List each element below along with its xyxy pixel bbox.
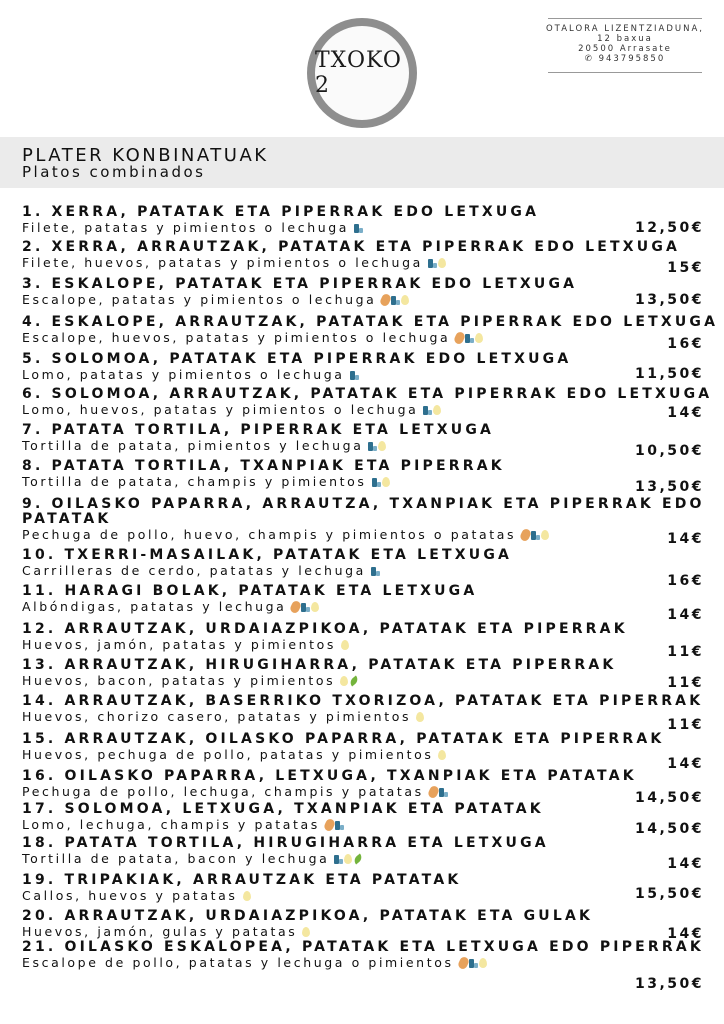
dish-description-text: Callos, huevos y patatas — [22, 888, 238, 903]
dish-price: 14€ — [667, 531, 704, 547]
bottle-icon — [371, 565, 380, 576]
egg-icon — [243, 891, 251, 901]
menu-item — [22, 548, 712, 578]
egg-icon — [438, 258, 446, 268]
dish-description — [22, 402, 712, 417]
dish-description — [22, 888, 712, 903]
dish-description — [22, 563, 712, 578]
dish-price: 13,50€ — [634, 479, 704, 495]
phone-icon: ✆ — [584, 54, 599, 64]
dish-description-text: Tortilla de patata, champis y pimientos — [22, 474, 367, 489]
allergen-icons — [302, 927, 310, 937]
allergen-icons — [340, 676, 359, 686]
allergen-icons — [368, 440, 386, 451]
dish-name: 8. PATATA TORTILA, TXANPIAK ETA PIPERRAK — [22, 458, 505, 474]
bottle-icon — [350, 369, 359, 380]
dish-description-text: Lomo, huevos, patatas y pimientos o lechuga — [22, 402, 419, 417]
egg-icon — [401, 295, 409, 305]
dish-description-text: Huevos, bacon, patatas y pimientos — [22, 673, 336, 688]
egg-icon — [378, 441, 386, 451]
bottle-icon — [354, 222, 363, 233]
allergen-icons — [350, 369, 359, 380]
menu-item — [22, 459, 712, 489]
section-header — [0, 137, 724, 188]
menu-item — [22, 909, 712, 939]
dish-description — [22, 955, 712, 970]
dish-price: 13,50€ — [634, 292, 704, 308]
menu-item — [22, 836, 712, 866]
dish-name: 10. TXERRI-MASAILAK, PATATAK ETA LETXUGA — [22, 547, 513, 563]
dish-description — [22, 474, 712, 489]
dish-description-text: Huevos, pechuga de pollo, patatas y pimientos — [22, 747, 434, 762]
dish-description — [22, 924, 712, 939]
address-line-2: 12 baxua — [597, 34, 653, 44]
dish-description — [22, 367, 712, 382]
allergen-icons — [325, 819, 344, 831]
dish-name: 3. ESKALOPE, PATATAK ETA PIPERRAK EDO LETXUGA — [22, 276, 578, 292]
bottle-icon — [465, 332, 474, 343]
bottle-icon — [391, 294, 400, 305]
dish-description-text: Huevos, chorizo casero, patatas y pimientos — [22, 709, 412, 724]
allergen-icons — [354, 222, 363, 233]
menu-item — [22, 205, 712, 235]
dish-name: 9. OILASKO PAPARRA, ARRAUTZA, TXANPIAK ETA PIPERRAK EDO PATATAK — [22, 496, 705, 527]
dish-name: 14. ARRAUTZAK, BASERRIKO TXORIZOA, PATATAK ETA PIPERRAK — [22, 693, 704, 709]
allergen-icons — [334, 853, 363, 864]
allergen-icons — [521, 529, 549, 541]
dish-price: 14,50€ — [634, 790, 704, 806]
allergen-icons — [428, 257, 446, 268]
dish-description — [22, 747, 712, 762]
egg-icon — [311, 602, 319, 612]
address-line-1: OTALORA LIZENTZIADUNA, — [545, 24, 704, 34]
section-title: PLATER KONBINATUAK — [22, 145, 269, 166]
menu-item — [22, 314, 719, 345]
dish-description — [22, 330, 712, 345]
allergen-icons — [341, 640, 349, 650]
egg-icon — [302, 927, 310, 937]
dish-description — [22, 673, 712, 688]
contact-block — [544, 18, 706, 78]
dish-price: 14,50€ — [634, 821, 704, 837]
menu-item — [22, 277, 712, 307]
dish-name: 5. SOLOMOA, PATATAK ETA PIPERRAK EDO LETXUGA — [22, 351, 572, 367]
allergen-icons — [243, 891, 251, 901]
dish-price: 16€ — [667, 573, 704, 589]
dish-price: 13,50€ — [634, 976, 704, 992]
dish-price: 14€ — [667, 405, 704, 421]
dish-description — [22, 292, 712, 307]
leaf-icon — [348, 675, 360, 686]
bottle-icon — [531, 529, 540, 540]
egg-icon — [438, 750, 446, 760]
dish-description — [22, 599, 712, 614]
menu-item — [22, 802, 712, 832]
dish-description-text: Pechuga de pollo, lechuga, champis y patatas — [22, 784, 424, 799]
menu-item — [22, 497, 712, 542]
menu-item — [22, 352, 712, 382]
allergen-icons — [381, 294, 409, 306]
section-subtitle: Platos combinados — [22, 163, 206, 181]
egg-icon — [382, 477, 390, 487]
dish-description — [22, 784, 712, 799]
allergen-icons — [455, 332, 483, 344]
allergen-icons — [423, 404, 441, 415]
address-line-3: 20500 Arrasate — [578, 44, 672, 54]
menu-item — [22, 940, 712, 970]
bottle-icon — [334, 853, 343, 864]
dish-price: 11€ — [667, 644, 704, 660]
dish-name: 21. OILASKO ESKALOPEA, PATATAK ETA LETXUGA EDO PIPERRAK — [22, 939, 704, 955]
egg-icon — [541, 530, 549, 540]
egg-icon — [479, 958, 487, 968]
dish-name: 18. PATATA TORTILA, HIRUGIHARRA ETA LETXUGA — [22, 835, 549, 851]
dish-description-text: Filete, huevos, patatas y pimientos o lechuga — [22, 255, 423, 270]
dish-description-text: Lomo, lechuga, champis y patatas — [22, 817, 320, 832]
dish-price: 15€ — [667, 260, 704, 276]
menu-item — [22, 584, 712, 614]
dish-price: 11€ — [667, 675, 704, 691]
dish-description-text: Huevos, jamón, patatas y pimientos — [22, 637, 337, 652]
menu-item — [22, 873, 712, 903]
allergen-icons — [429, 786, 448, 798]
allergen-icons — [459, 957, 487, 969]
bottle-icon — [428, 257, 437, 268]
dish-price: 14€ — [667, 856, 704, 872]
leaf-icon — [353, 853, 365, 864]
dish-description-text: Filete, patatas y pimientos o lechuga — [22, 220, 350, 235]
dish-name: 1. XERRA, PATATAK ETA PIPERRAK EDO LETXUGA — [22, 204, 540, 220]
dish-description — [22, 527, 712, 542]
dish-description-text: Huevos, jamón, gulas y patatas — [22, 924, 298, 939]
dish-name: 16. OILASKO PAPARRA, LETXUGA, TXANPIAK ETA PATATAK — [22, 768, 637, 784]
dish-price: 14€ — [667, 926, 704, 942]
dish-price: 12,50€ — [634, 220, 704, 236]
dish-description — [22, 851, 712, 866]
dish-name: 17. SOLOMOA, LETXUGA, TXANPIAK ETA PATATAK — [22, 801, 544, 817]
bottle-icon — [439, 786, 448, 797]
dish-price: 14€ — [667, 756, 704, 772]
egg-icon — [341, 640, 349, 650]
egg-icon — [416, 712, 424, 722]
dish-name: 6. SOLOMOA, ARRAUTZAK, PATATAK ETA PIPERRAK EDO LETXUGA — [22, 386, 713, 402]
menu-item — [22, 658, 712, 688]
menu-item — [22, 622, 712, 652]
dish-description-text: Lomo, patatas y pimientos o lechuga — [22, 367, 345, 382]
dish-description-text: Pechuga de pollo, huevo, champis y pimientos o patatas — [22, 527, 517, 542]
menu-item — [22, 240, 712, 270]
allergen-icons — [371, 565, 380, 576]
bottle-icon — [368, 440, 377, 451]
dish-description-text: Carrilleras de cerdo, patatas y lechuga — [22, 563, 366, 578]
dish-name: 12. ARRAUTZAK, URDAIAZPIKOA, PATATAK ETA PIPERRAK — [22, 621, 628, 637]
divider — [548, 72, 702, 73]
dish-price: 10,50€ — [634, 443, 704, 459]
dish-description-text: Escalope de pollo, patatas y lechuga o pimientos — [22, 955, 454, 970]
dish-description — [22, 817, 712, 832]
dish-price: 11,50€ — [634, 366, 704, 382]
allergen-icons — [438, 750, 446, 760]
divider — [548, 18, 702, 19]
menu-item — [22, 769, 712, 799]
dish-price: 15,50€ — [634, 886, 704, 902]
bottle-icon — [301, 601, 310, 612]
dish-name: 4. ESKALOPE, ARRAUTZAK, PATATAK ETA PIPERRAK EDO LETXUGA — [22, 314, 719, 330]
phone-number: 943795850 — [598, 54, 666, 64]
dish-description — [22, 255, 712, 270]
dish-name: 13. ARRAUTZAK, HIRUGIHARRA, PATATAK ETA PIPERRAK — [22, 657, 617, 673]
dish-description — [22, 438, 712, 453]
allergen-icons — [372, 476, 390, 487]
dish-name: 15. ARRAUTZAK, OILASKO PAPARRA, PATATAK ETA PIPERRAK — [22, 731, 665, 747]
phone-line — [544, 54, 706, 64]
allergen-icons — [291, 601, 319, 613]
dish-name: 7. PATATA TORTILA, PIPERRAK ETA LETXUGA — [22, 422, 495, 438]
bottle-icon — [469, 957, 478, 968]
dish-description-text: Escalope, huevos, patatas y pimientos o lechuga — [22, 330, 451, 345]
dish-name: 20. ARRAUTZAK, URDAIAZPIKOA, PATATAK ETA GULAK — [22, 908, 594, 924]
allergen-icons — [416, 712, 424, 722]
egg-icon — [340, 676, 348, 686]
dish-description-text: Escalope, patatas y pimientos o lechuga — [22, 292, 377, 307]
bottle-icon — [423, 404, 432, 415]
dish-name: 11. HARAGI BOLAK, PATATAK ETA LETXUGA — [22, 583, 478, 599]
dish-description-text: Albóndigas, patatas y lechuga — [22, 599, 287, 614]
logo-text: TXOKO 2 — [315, 26, 409, 120]
bottle-icon — [335, 819, 344, 830]
menu-item — [22, 694, 712, 724]
dish-description — [22, 637, 712, 652]
bottle-icon — [372, 476, 381, 487]
restaurant-logo — [307, 18, 417, 128]
dish-description-text: Tortilla de patata, bacon y lechuga — [22, 851, 330, 866]
dish-price: 16€ — [667, 336, 704, 352]
dish-price: 14€ — [667, 607, 704, 623]
menu-item — [22, 387, 712, 417]
dish-description-text: Tortilla de patata, pimientos y lechuga — [22, 438, 364, 453]
dish-price: 11€ — [667, 717, 704, 733]
dish-description — [22, 709, 712, 724]
menu-item — [22, 732, 712, 762]
dish-description — [22, 220, 712, 235]
dish-name: 19. TRIPAKIAK, ARRAUTZAK ETA PATATAK — [22, 872, 462, 888]
egg-icon — [344, 854, 352, 864]
egg-icon — [475, 333, 483, 343]
menu-item — [22, 423, 712, 453]
egg-icon — [433, 405, 441, 415]
dish-name: 2. XERRA, ARRAUTZAK, PATATAK ETA PIPERRAK EDO LETXUGA — [22, 239, 681, 255]
